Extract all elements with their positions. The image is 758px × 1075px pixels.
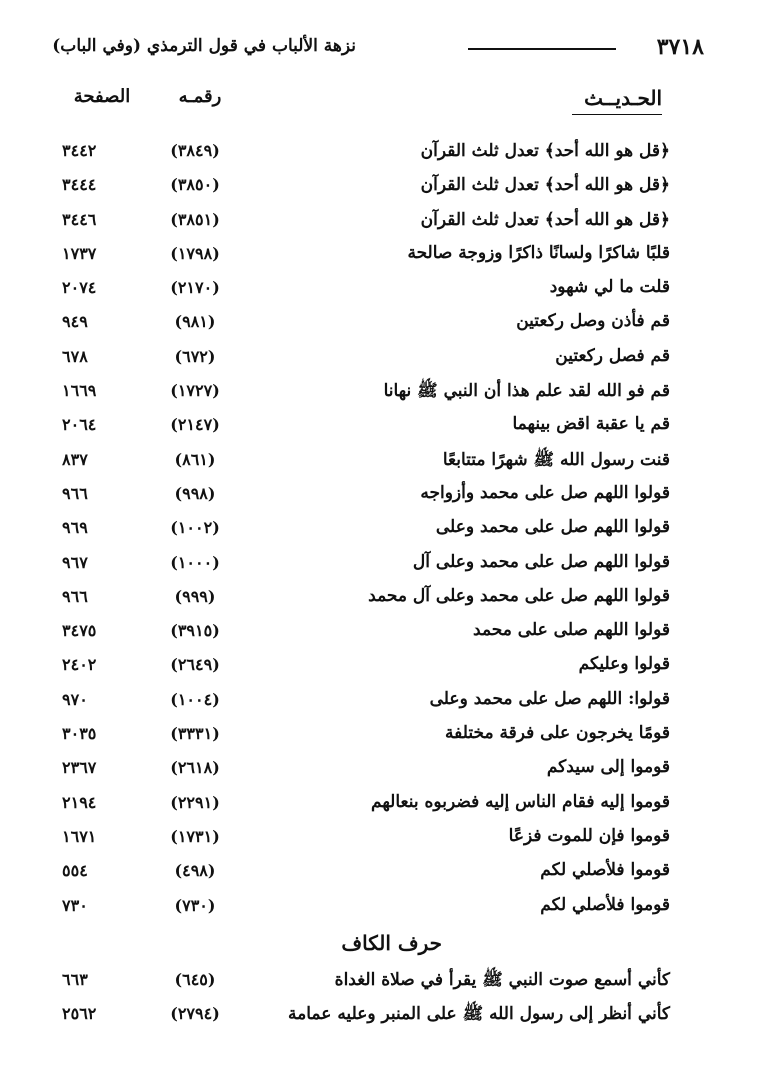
entry-page-number: ٢٥٦٢ xyxy=(62,1004,97,1024)
entry-hadith-number: (٢٢٩١) xyxy=(170,792,220,812)
index-entry xyxy=(0,513,758,547)
entry-page-number: ٦٦٣ xyxy=(62,969,88,989)
entry-hadith-text: قوموا فلأصلي لكم xyxy=(540,894,670,915)
entry-hadith-text: قولوا اللهم صلى على محمد xyxy=(473,620,670,641)
entry-hadith-number: (١٠٠٢) xyxy=(170,518,220,538)
entry-hadith-text: قوموا فلأصلي لكم xyxy=(540,860,670,881)
entry-page-number: ٩٦٦ xyxy=(62,586,88,606)
entry-page-number: ٨٣٧ xyxy=(62,449,88,469)
section-heading xyxy=(0,925,758,965)
index-entry xyxy=(0,753,758,787)
entry-page-number: ٧٣٠ xyxy=(62,895,88,915)
entry-hadith-number: (٣٨٥٠) xyxy=(170,175,220,195)
index-entry xyxy=(0,479,758,513)
header-rule xyxy=(468,48,616,50)
entry-hadith-text: ﴿قل هو الله أحد﴾ تعدل ثلث القرآن xyxy=(420,175,670,196)
column-headings xyxy=(0,82,758,122)
entry-hadith-number: (٨٦١) xyxy=(174,449,216,469)
index-entry xyxy=(0,170,758,204)
entry-page-number: ٦٧٨ xyxy=(62,346,88,366)
index-entry xyxy=(0,965,758,999)
entry-hadith-text: كأني أنظر إلى رسول الله ﷺ على المنبر وعليه عمامة xyxy=(288,1004,670,1025)
entry-hadith-text: قولوا اللهم صل على محمد وعلى آل xyxy=(412,551,670,572)
entry-hadith-number: (٣٩١٥) xyxy=(170,621,220,641)
index-entry xyxy=(0,856,758,890)
entry-hadith-number: (٢٦٤٩) xyxy=(170,655,220,675)
entry-hadith-text: قولوا اللهم صل على محمد وعلى xyxy=(435,517,670,538)
entry-hadith-text: قم يا عقبة اقض بينهما xyxy=(512,414,670,435)
entry-hadith-text: ﴿قل هو الله أحد﴾ تعدل ثلث القرآن xyxy=(420,209,670,230)
entry-hadith-text: قنت رسول الله ﷺ شهرًا متتابعًا xyxy=(442,449,670,470)
index-entry xyxy=(0,719,758,753)
entry-hadith-text: قوموا فإن للموت فزعًا xyxy=(508,825,670,846)
entry-hadith-text: كأني أسمع صوت النبي ﷺ يقرأ في صلاة الغداة xyxy=(334,969,670,990)
entry-hadith-text: قولوا: اللهم صل على محمد وعلى xyxy=(429,688,670,709)
index-entry xyxy=(0,685,758,719)
entry-hadith-number: (٢٦١٨) xyxy=(170,758,220,778)
index-entry xyxy=(0,205,758,239)
index-entry xyxy=(0,410,758,444)
index-entry xyxy=(0,788,758,822)
entry-hadith-text: قم فصل ركعتين xyxy=(555,345,670,366)
entry-page-number: ٢٠٧٤ xyxy=(62,278,97,298)
entry-page-number: ٩٦٧ xyxy=(62,552,88,572)
entry-hadith-number: (٢٧٩٤) xyxy=(170,1004,220,1024)
entry-page-number: ٩٦٦ xyxy=(62,483,88,503)
entry-hadith-number: (٣٣٣١) xyxy=(170,724,220,744)
column-heading-number: رقمـه xyxy=(178,86,222,107)
running-header xyxy=(52,34,704,64)
index-entry xyxy=(0,582,758,616)
index-entry xyxy=(0,822,758,856)
index-entry xyxy=(0,307,758,341)
entry-page-number: ٢٣٦٧ xyxy=(62,758,97,778)
index-entry xyxy=(0,239,758,273)
index-entry xyxy=(0,891,758,925)
section-title: حرف الكاف xyxy=(341,930,442,955)
index-entry xyxy=(0,342,758,376)
index-entry xyxy=(0,273,758,307)
entry-hadith-text: قومًا يخرجون على فرقة مختلفة xyxy=(445,723,670,744)
entry-hadith-number: (٤٩٨) xyxy=(174,861,216,881)
page-number: ٣٧١٨ xyxy=(656,34,704,60)
column-heading-hadith: الحـديــث xyxy=(584,86,662,110)
entry-hadith-number: (١٧٢٧) xyxy=(170,381,220,401)
entry-hadith-text: قولوا اللهم صل على محمد وأزواجه xyxy=(420,482,670,503)
entry-page-number: ٩٦٩ xyxy=(62,518,88,538)
running-title: نزهة الألباب في قول الترمذي (وفي الباب) xyxy=(52,36,356,56)
entry-page-number: ٣٠٣٥ xyxy=(62,724,97,744)
entry-hadith-number: (٩٩٩) xyxy=(174,586,216,606)
entry-hadith-text: قوموا إلى سيدكم xyxy=(546,757,670,778)
column-heading-underline xyxy=(572,114,662,115)
entry-hadith-number: (٣٨٤٩) xyxy=(170,141,220,160)
index-entry xyxy=(0,445,758,479)
entry-page-number: ٣٤٧٥ xyxy=(62,621,97,641)
entry-hadith-number: (٦٧٢) xyxy=(174,346,216,366)
index-entry xyxy=(0,376,758,410)
entry-page-number: ٣٤٤٤ xyxy=(62,175,97,195)
entry-hadith-number: (١٧٩٨) xyxy=(170,243,220,263)
entry-hadith-text: قولوا اللهم صل على محمد وعلى آل محمد xyxy=(368,585,670,606)
entry-page-number: ٢٠٦٤ xyxy=(62,415,97,435)
entry-page-number: ١٧٣٧ xyxy=(62,243,97,263)
column-heading-page: الصفحة xyxy=(73,86,131,107)
entry-page-number: ٣٤٤٢ xyxy=(62,141,97,160)
index-entry xyxy=(0,616,758,650)
index-entry xyxy=(0,548,758,582)
entry-hadith-number: (٢١٤٧) xyxy=(170,415,220,435)
entry-hadith-number: (٦٤٥) xyxy=(174,969,216,989)
entry-hadith-text: قلبًا شاكرًا ولسانًا ذاكرًا وزوجة صالحة xyxy=(407,242,670,263)
entry-hadith-number: (٩٨١) xyxy=(174,312,216,332)
index-entry xyxy=(0,999,758,1033)
entry-page-number: ٩٤٩ xyxy=(62,312,88,332)
entry-hadith-text: ﴿قل هو الله أحد﴾ تعدل ثلث القرآن xyxy=(420,141,670,161)
entry-hadith-text: قم فو الله لقد علم هذا أن النبي ﷺ نهانا xyxy=(383,381,670,402)
entry-page-number: ١٦٧١ xyxy=(62,826,97,846)
entry-hadith-number: (١٠٠٠) xyxy=(170,552,220,572)
entry-hadith-number: (١٠٠٤) xyxy=(170,689,220,709)
entry-hadith-text: قوموا إليه فقام الناس إليه فضربوه بنعالهم xyxy=(371,791,670,812)
entry-hadith-number: (٢١٧٠) xyxy=(170,278,220,298)
entry-hadith-text: قلت ما لي شهود xyxy=(549,277,670,298)
entry-page-number: ٣٤٤٦ xyxy=(62,209,97,229)
entry-page-number: ٢٤٠٢ xyxy=(62,655,97,675)
entry-hadith-number: (٩٩٨) xyxy=(174,483,216,503)
entry-hadith-text: قولوا وعليكم xyxy=(578,654,670,675)
entry-hadith-number: (١٧٣١) xyxy=(170,826,220,846)
index-entry xyxy=(0,136,758,170)
entry-page-number: ٩٧٠ xyxy=(62,689,88,709)
entry-page-number: ٢١٩٤ xyxy=(62,792,97,812)
entry-page-number: ٥٥٤ xyxy=(62,861,88,881)
entry-page-number: ١٦٦٩ xyxy=(62,381,97,401)
entry-hadith-text: قم فأذن وصل ركعتين xyxy=(516,311,670,332)
entry-hadith-number: (٧٣٠) xyxy=(174,895,216,915)
entry-hadith-number: (٣٨٥١) xyxy=(170,209,220,229)
index-entry xyxy=(0,650,758,684)
index-entries xyxy=(0,136,758,1033)
